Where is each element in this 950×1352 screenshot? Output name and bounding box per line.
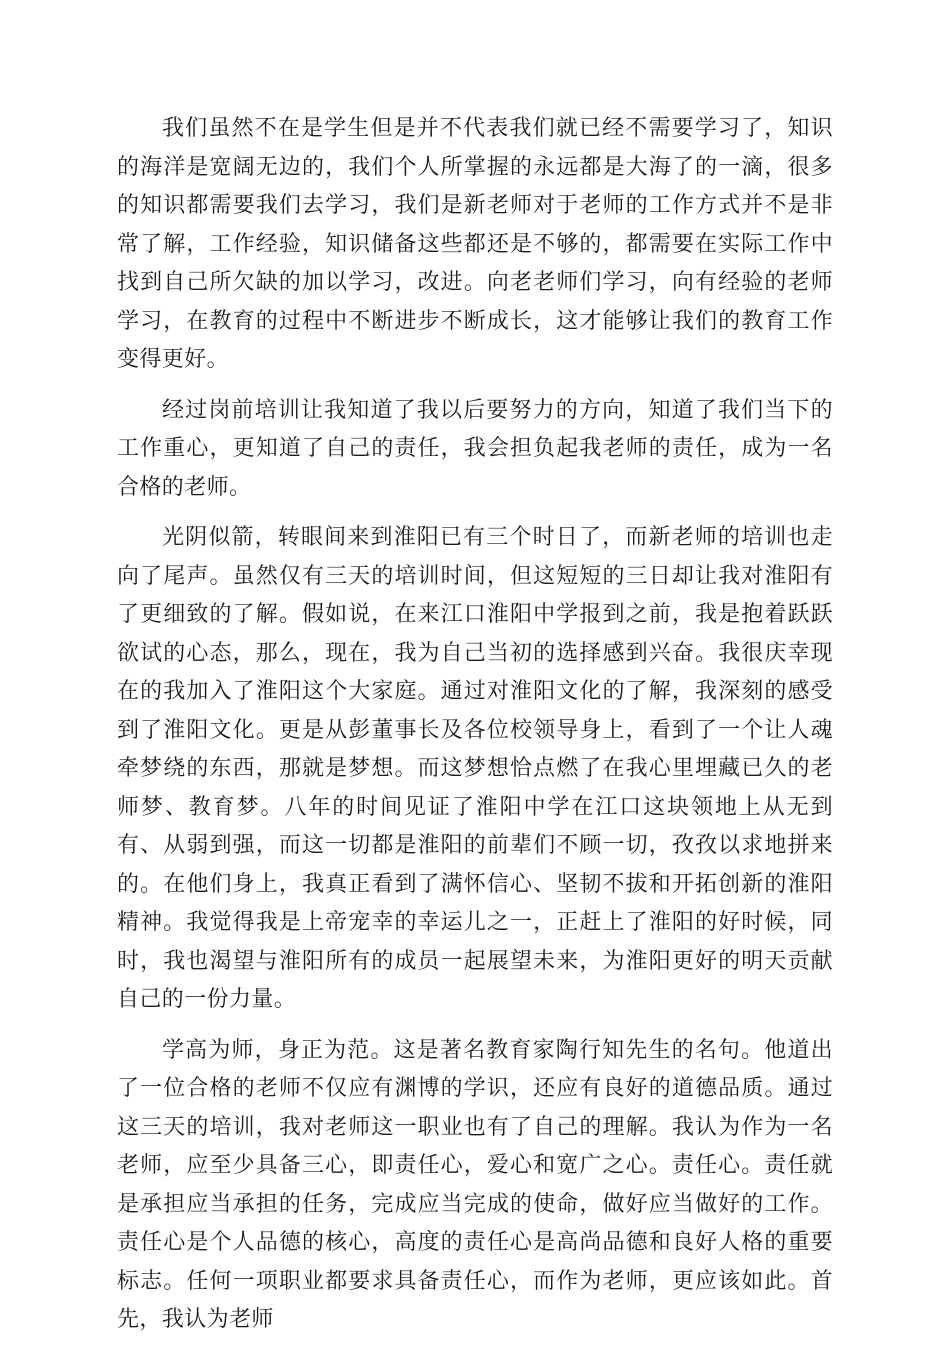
paragraph-4: 学高为师，身正为范。这是著名教育家陶行知先生的名句。他道出了一位合格的老师不仅应有渊博的学识，还应有良好的道德品质。通过这三天的培训，我对老师这一职业也有了自己的理解。我认为作为一名老师，应至少具备三心，即责任心，爱心和宽广之心。责任心。责任就是承担应当承担的任务，完成应当完成的使命，做好应当做好的工作。责任心是个人品德的核心，高度的责任心是高尚品德和良好人格的重要标志。任何一项职业都要求具备责任心，而作为老师，更应该如此。首先，我认为老师 xyxy=(117,1037,833,1332)
paragraph-1: 我们虽然不在是学生但是并不代表我们就已经不需要学习了，知识的海洋是宽阔无边的，我们个人所掌握的永远都是大海了的一滴，很多的知识都需要我们去学习，我们是新老师对于老师的工作方式并不是非常了解，工作经验，知识储备这些都还是不够的，都需要在实际工作中找到自己所欠缺的加以学习，改进。向老老师们学习，向有经验的老师学习，在教育的过程中不断进步不断成长，这才能够让我们的教育工作变得更好。 xyxy=(117,116,833,372)
document-page xyxy=(117,110,833,1352)
paragraph-3: 光阴似箭，转眼间来到淮阳已有三个时日了，而新老师的培训也走向了尾声。虽然仅有三天的培训时间，但这短短的三日却让我对淮阳有了更细致的了解。假如说，在来江口淮阳中学报到之前，我是抱着跃跃欲试的心态，那么，现在，我为自己当初的选择感到兴奋。我很庆幸现在的我加入了淮阳这个大家庭。通过对淮阳文化的了解，我深刻的感受到了淮阳文化。更是从彭董事长及各位校领导身上，看到了一个让人魂牵梦绕的东西，那就是梦想。而这梦想恰点燃了在我心里埋藏已久的老师梦、教育梦。八年的时间见证了淮阳中学在江口这块领地上从无到有、从弱到强，而这一切都是淮阳的前辈们不顾一切，孜孜以求地拼来的。在他们身上，我真正看到了满怀信心、坚韧不拔和开拓创新的淮阳精神。我觉得我是上帝宠幸的幸运儿之一，正赶上了淮阳的好时候，同时，我也渴望与淮阳所有的成员一起展望未来，为淮阳更好的明天贡献自己的一份力量。 xyxy=(117,525,833,1012)
paragraph-2: 经过岗前培训让我知道了我以后要努力的方向，知道了我们当下的工作重心，更知道了自己的责任，我会担负起我老师的责任，成为一名合格的老师。 xyxy=(117,397,833,500)
